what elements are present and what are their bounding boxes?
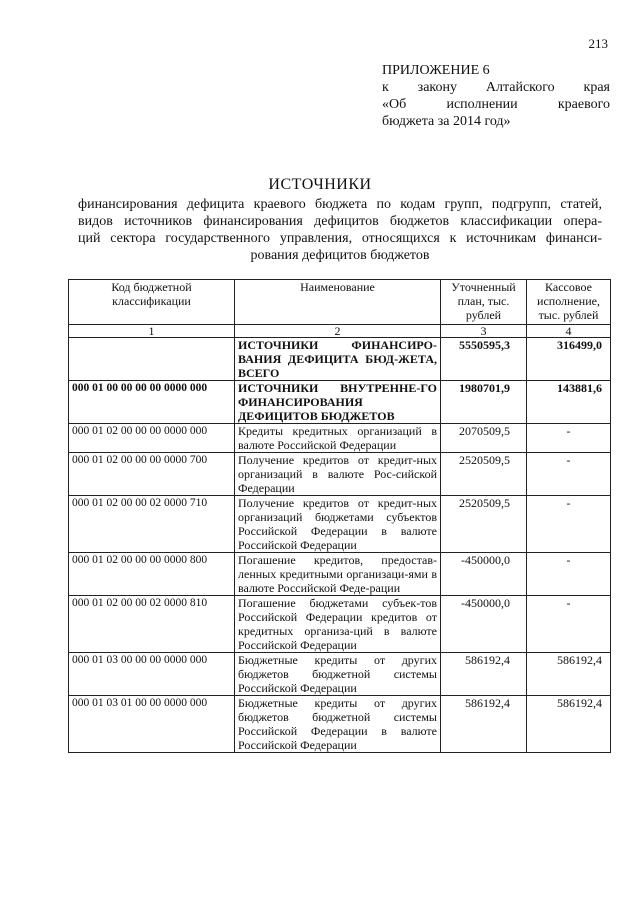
table-row bbox=[69, 496, 611, 553]
sources-table bbox=[68, 279, 611, 753]
table-header-row bbox=[69, 280, 611, 325]
row-name: Бюджетные кредиты от других бюджетов бюджетной системы Российской Федерации bbox=[235, 653, 441, 696]
header-plan: Уточненный план, тыс. рублей bbox=[441, 280, 527, 325]
table-row bbox=[69, 553, 611, 596]
row-code: 000 01 02 00 00 00 0000 800 bbox=[69, 553, 235, 596]
row-code: 000 01 00 00 00 00 0000 000 bbox=[69, 381, 235, 424]
row-code bbox=[69, 338, 235, 381]
row-exec: 586192,4 bbox=[527, 696, 611, 753]
table-row bbox=[69, 453, 611, 496]
row-plan: 2520509,5 bbox=[441, 453, 527, 496]
table-row bbox=[69, 653, 611, 696]
row-code: 000 01 02 00 00 00 0000 000 bbox=[69, 424, 235, 453]
row-exec: 143881,6 bbox=[527, 381, 611, 424]
row-plan: -450000,0 bbox=[441, 553, 527, 596]
row-plan: 2070509,5 bbox=[441, 424, 527, 453]
document-subtitle bbox=[78, 196, 602, 264]
appendix-line-2: «Об исполнении краевого bbox=[382, 97, 610, 112]
row-name: Погашение кредитов, предостав-ленных кредитными организаци-ями в валюте Российской Феде-рации bbox=[235, 553, 441, 596]
row-name: Получение кредитов от кредит-ных организаций бюджетами субъектов Российской Федерации в валюте Российской Федерации bbox=[235, 496, 441, 553]
row-name: ИСТОЧНИКИ ФИНАНСИРО-ВАНИЯ ДЕФИЦИТА БЮД-ЖЕТА, ВСЕГО bbox=[235, 338, 441, 381]
subtitle-line-4: рования дефицитов бюджетов bbox=[250, 248, 430, 263]
appendix-title: ПРИЛОЖЕНИЕ 6 bbox=[382, 63, 490, 78]
page-number: 213 bbox=[588, 36, 608, 51]
document-title: ИСТОЧНИКИ bbox=[268, 176, 372, 193]
row-exec: - bbox=[527, 596, 611, 653]
table-row bbox=[69, 381, 611, 424]
appendix-line-3: бюджета за 2014 год» bbox=[382, 114, 511, 129]
row-exec: - bbox=[527, 424, 611, 453]
appendix-line-1: к закону Алтайского края bbox=[382, 80, 610, 95]
row-code: 000 01 03 00 00 00 0000 000 bbox=[69, 653, 235, 696]
row-plan: 1980701,9 bbox=[441, 381, 527, 424]
table-row bbox=[69, 596, 611, 653]
row-code: 000 01 02 00 00 00 0000 700 bbox=[69, 453, 235, 496]
table-row bbox=[69, 338, 611, 381]
index-cell-4: 4 bbox=[527, 325, 611, 338]
row-exec: 586192,4 bbox=[527, 653, 611, 696]
row-plan: 586192,4 bbox=[441, 653, 527, 696]
table-row bbox=[69, 696, 611, 753]
row-code: 000 01 02 00 00 02 0000 810 bbox=[69, 596, 235, 653]
table-row bbox=[69, 424, 611, 453]
row-name: ИСТОЧНИКИ ВНУТРЕННЕ-ГО ФИНАНСИРОВАНИЯ ДЕФИЦИТОВ БЮДЖЕТОВ bbox=[235, 381, 441, 424]
header-exec: Кассовое исполнение, тыс. рублей bbox=[527, 280, 611, 325]
row-exec: - bbox=[527, 453, 611, 496]
index-cell-2: 2 bbox=[235, 325, 441, 338]
row-name: Бюджетные кредиты от других бюджетов бюджетной системы Российской Федерации в валюте Российской Федерации bbox=[235, 696, 441, 753]
row-plan: 586192,4 bbox=[441, 696, 527, 753]
row-exec: - bbox=[527, 553, 611, 596]
row-exec: 316499,0 bbox=[527, 338, 611, 381]
row-plan: 5550595,3 bbox=[441, 338, 527, 381]
subtitle-line-1: финансирования дефицита краевого бюджета по кодам групп, подгрупп, статей, bbox=[78, 197, 602, 212]
row-name: Кредиты кредитных организаций в валюте Российской Федерации bbox=[235, 424, 441, 453]
subtitle-line-2: видов источников финансирования дефицитов бюджетов классификации опера- bbox=[78, 214, 602, 229]
row-name: Получение кредитов от кредит-ных организаций в валюте Рос-сийской Федерации bbox=[235, 453, 441, 496]
row-plan: -450000,0 bbox=[441, 596, 527, 653]
header-name: Наименование bbox=[235, 280, 441, 325]
row-plan: 2520509,5 bbox=[441, 496, 527, 553]
header-code: Код бюджетной классификации bbox=[69, 280, 235, 325]
row-code: 000 01 02 00 00 02 0000 710 bbox=[69, 496, 235, 553]
row-exec: - bbox=[527, 496, 611, 553]
subtitle-line-3: ций сектора государственного управления, относящихся к источникам финанси- bbox=[78, 231, 602, 246]
row-code: 000 01 03 01 00 00 0000 000 bbox=[69, 696, 235, 753]
row-name: Погашение бюджетами субъек-тов Российской Федерации кредитов от кредитных организа-ций в валюте Российской Федерации bbox=[235, 596, 441, 653]
index-cell-1: 1 bbox=[69, 325, 235, 338]
table-index-row bbox=[69, 325, 611, 338]
index-cell-3: 3 bbox=[441, 325, 527, 338]
appendix-header bbox=[382, 62, 610, 130]
